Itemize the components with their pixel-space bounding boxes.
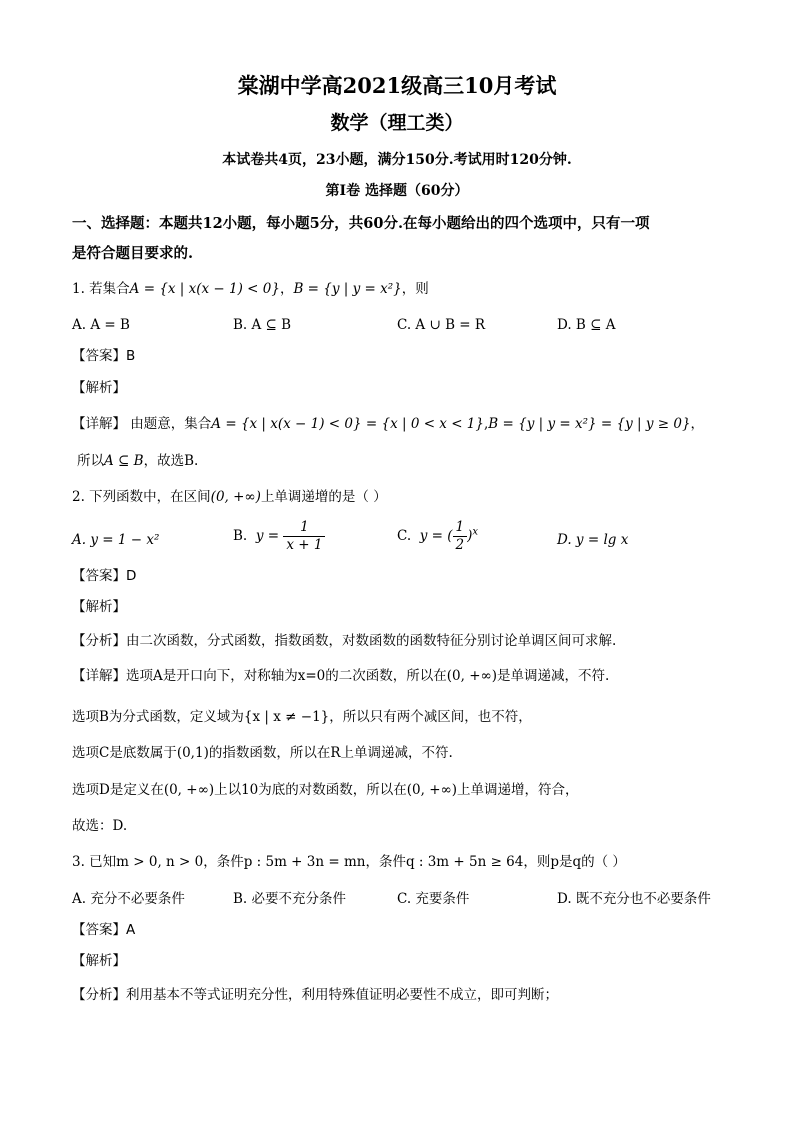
q3-option-b: B. 必要不充分条件 (233, 891, 347, 907)
q2-option-d: D. y = lg x (557, 532, 629, 548)
q2-option-c-denominator: 2 (455, 537, 465, 553)
q1-option-c: C. A ∪ B = R (397, 317, 486, 333)
exam-info: 本试卷共4页，23小题，满分150分.考试用时120分钟. (222, 152, 572, 168)
part-instructions-line2: 是符合题目要求的. (72, 245, 194, 262)
q2-option-c-numerator: 1 (453, 519, 468, 537)
q3-stem: 3. 已知m > 0, n > 0，条件p : 5m + 3n = mn，条件q : 3m + 5n ≥ 64，则p是q的（ ） (72, 854, 626, 870)
q2-detail-a: 选项A是开口向下，对称轴为x=0的二次函数，所以在(0, +∞)是单调递减，不符. (126, 668, 610, 684)
q1-detail-set-b: B = {y | y = x²} = {y | y ≥ 0} (488, 416, 691, 432)
q2-option-c (397, 519, 478, 554)
q1-stem-suffix: ，则 (401, 281, 429, 297)
q2-option-a: A. y = 1 − x² (72, 532, 160, 548)
q2-option-b-numerator: 1 (283, 519, 325, 537)
q1-conclusion-prefix: 所以 (77, 453, 104, 469)
q3-option-a: A. 充分不必要条件 (72, 891, 185, 907)
q2-stem-prefix: 2. 下列函数中，在区间 (72, 489, 211, 505)
q2-option-c-lhs: y = ( (419, 528, 453, 544)
q3-answer-line (72, 920, 135, 940)
detail-label: 【详解】 (72, 668, 126, 684)
q1-answer: B (126, 348, 136, 364)
fenxi-label: 【分析】 (72, 987, 126, 1003)
q3-analysis-label: 【解析】 (72, 953, 126, 969)
q2-stem (72, 487, 387, 507)
q1-detail-end: ， (690, 416, 705, 432)
q1-answer-line (72, 346, 135, 366)
q1-set-b: B = {y | y = x²} (293, 281, 402, 297)
q2-analysis-label: 【解析】 (72, 599, 126, 615)
q2-option-c-label: C. (397, 528, 412, 544)
exam-subject: 数学（理工类） (330, 112, 464, 134)
q2-answer: D (126, 568, 137, 584)
q2-option-b-label: B. (233, 528, 248, 544)
q1-option-b: B. A ⊆ B (233, 317, 292, 333)
q1-stem-prefix: 1. 若集合 (72, 281, 130, 297)
q2-option-c-exponent: x (472, 526, 479, 538)
part-instructions-line1: 一、选择题：本题共12小题，每小题5分，共60分.在每小题给出的四个选项中，只有一项 (72, 215, 650, 232)
q3-fenxi: 利用基本不等式证明充分性，利用特殊值证明必要性不成立，即可判断； (126, 987, 558, 1003)
q2-fenxi: 由二次函数，分式函数，指数函数，对数函数的函数特征分别讨论单调区间可求解. (126, 633, 617, 649)
q1-set-a: A = {x | x(x − 1) < 0} (129, 281, 280, 297)
q1-conclusion (77, 451, 198, 471)
q2-option-c-rhs: ) (467, 528, 473, 544)
q2-answer-line (72, 566, 136, 586)
q3-option-d: D. 既不充分也不必要条件 (557, 891, 711, 907)
exam-title: 棠湖中学高2021级高三10月考试 (237, 73, 557, 98)
q2-option-b-denominator: x + 1 (286, 537, 323, 553)
q2-stem-interval: (0, +∞) (210, 489, 261, 505)
q2-stem-suffix: 上单调递增的是（ ） (260, 489, 387, 505)
answer-label: 【答案】 (72, 348, 126, 364)
q2-detail-d: 选项D是定义在(0, +∞)上以10为底的对数函数，所以在(0, +∞)上单调递增，符合， (72, 782, 579, 798)
q2-detail-b: 选项B为分式函数，定义域为{x | x ≠ −1}，所以只有两个减区间，也不符， (72, 709, 532, 725)
q1-detail-line: 【详解】 由题意，集合A = {x | x(x − 1) < 0} = {x | 0 < x < 1},B = {y | y = x²} = {y | y ≥ 0}， (72, 416, 705, 432)
q3-answer: A (126, 922, 136, 938)
q1-detail-set-a: A = {x | x(x − 1) < 0} = {x | 0 < x < 1} (211, 416, 484, 432)
q2-option-b-fraction (283, 519, 325, 554)
q2-conclusion: 故选：D. (72, 818, 128, 834)
answer-label: 【答案】 (72, 922, 126, 938)
q1-analysis-label: 【解析】 (72, 380, 126, 396)
q1-conclusion-math: A ⊆ B (104, 453, 144, 469)
section-heading: 第Ⅰ卷 选择题（60分） (325, 183, 469, 199)
q2-detail-c: 选项C是底数属于(0,1)的指数函数，所以在R上单调递减，不符. (72, 745, 453, 761)
q3-option-c: C. 充要条件 (397, 891, 470, 907)
q2-option-c-fraction (453, 519, 468, 554)
q2-option-b (233, 519, 325, 554)
answer-label: 【答案】 (72, 568, 126, 584)
fenxi-label: 【分析】 (72, 633, 126, 649)
q3-fenxi-line (72, 985, 558, 1005)
q2-fenxi-line (72, 631, 616, 651)
q1-stem-sep: ， (279, 281, 294, 297)
detail-label: 【详解】 (72, 416, 126, 432)
q2-detail-a-line (72, 666, 609, 686)
q1-option-d: D. B ⊆ A (557, 317, 616, 333)
q1-detail-prefix: 由题意，集合 (130, 416, 212, 432)
q1-option-a: A. A = B (72, 317, 130, 333)
q1-conclusion-suffix: ，故选B. (143, 453, 199, 469)
q1-stem (72, 279, 429, 299)
q2-option-b-lhs: y = (255, 528, 280, 544)
